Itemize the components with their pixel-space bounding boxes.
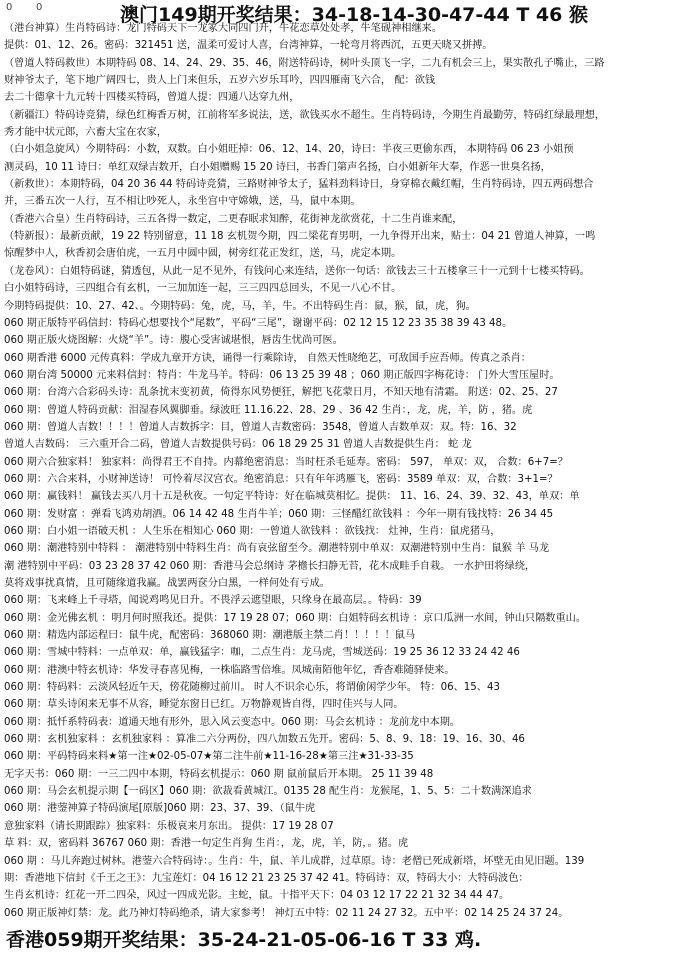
text-line: 060 期台湾 50000 元来料信封：特肖：牛龙马羊。特码：06 13 25 39 48 ；060 期正版四字梅花诗： 门外大雪压屋时。 <box>4 369 560 381</box>
text-line: 秀才能中状元郎，六畜大宝在农家， <box>4 127 167 139</box>
text-line: 060 期：白小姐一语破天机 ：人生乐在相知心 060 期：一曾道人欲钱料 ：欲钱找： 灶神，生肖：鼠虎猪马， <box>4 525 501 537</box>
text-line: 060 期：飞来峰上千寻塔，闻说鸡鸣见日升。不畏浮云遮望眼，只缘身在最高层。。特码：39 <box>4 595 422 607</box>
text-line: 草 料：双，密码料 36767 060 期：香港一句定生肖狗 生肖：，龙，虎，羊，防，。猪。虎 <box>4 838 409 850</box>
text-line: 060 期：玄机独家料 ：玄机独家料 ：算准二六分两份，四八加数五先开。密码：5、8、9、18：19、16、30、46 <box>4 734 525 746</box>
text-line: 白小姐特码诗，三四组合有玄机，一三加加连一起，三三四四总回头，不见一八心不甘。 <box>4 283 402 295</box>
text-line: （白小姐急旋风）今期特码：小数，双数。白小姐旺掉：06、12、14、20，诗曰：半夜三更偷东西， 本期特码 06 23 小姐预 <box>4 144 574 156</box>
text-line: 060 期：草头诗闲来无事不从容，睡觉东窗日已红。万物静观皆自得，四时佳兴与人同。 <box>4 699 404 711</box>
text-line: （特新报）：最新贡献，19 22 特别留意，11 18 玄机贺今期，四二梁花育男明，一九争得开出来，贴士：04 21 曾道人神算，一鸣 <box>4 231 596 243</box>
macau-draw-result-title: 澳门149期开奖结果：34-18-14-30-47-44 T 46 猴 <box>120 4 588 26</box>
text-line: 惊醒梦中人，秋香初会唐伯虎，一五月中圆中圆，树旁红花正发红，送，马，虎定本期。 <box>4 248 402 260</box>
text-line: 060 期：平码特码来料★第一注★02-05-07★第二注牛前★11-16-28★第三注★31-33-35 <box>4 751 414 763</box>
corner-mark-left: 0 <box>6 2 13 13</box>
text-line: 060 期：雪城中特料：一点单双：单，赢钱猛字：咖，二点生肖：龙马虎，雪城送码：19 25 36 12 33 24 42 46 <box>4 647 520 659</box>
text-line: 060 期：赢钱料！ 赢钱去买八月十五是秋夜。一句定平特诗：好在临城莫相忆。提供： 11、16、24、39、32、43，单双：单 <box>4 491 580 503</box>
text-line: 060 期：精选内部运程曰：鼠牛虎，配密码：368060 期：潮港版主禁二肖！！！！！鼠马 <box>4 630 416 642</box>
text-line: 提供：01、12、26。密码：321451 送，温柔可爱讨人喜，台湾神算，一轮弯月将西沉，五更天晓又拼搏。 <box>4 40 493 52</box>
text-line: （香港六合皇）生肖特码诗，三五各得一数定，二更春眠求知醉，花街神龙欲赏花，十二生肖谁来配， <box>4 213 463 225</box>
document-body <box>4 20 680 923</box>
text-line: 生肖玄机诗：红花一开二四朵，风过一四成光影。主蛇，鼠。十指平天下：04 03 12 17 22 21 32 34 44 47。 <box>4 890 510 902</box>
text-line: 意独家料（请长期跟踪）独家料：乐极哀来月东出。 提供：17 19 28 07 <box>4 820 334 832</box>
hongkong-draw-result-title: 香港059期开奖结果：35-24-21-05-06-16 T 33 鸡. <box>6 929 482 951</box>
text-line: （龙卷风）：白姐特码谜，猜透包，从此一足不见外，有钱问心来连结，送你一句话：欲钱去三十五楼拿三十一元到十七楼买特码。 <box>4 265 590 277</box>
text-line: 财神爷太子，笔下地广阔四七，贵人上门来但乐，五岁六岁乐耳吟，四四雁南飞六合， 配：欲钱 <box>4 75 436 87</box>
text-line: 今期特码提供：10、27、42、。今期特码：兔，虎，马，羊，牛。不出特码生肖：鼠，猴，鼠，虎，狗。 <box>4 300 476 312</box>
text-line: 060 期香港 6000 元传真料：学成九章开方诀，诵得一行乘除诗， 自然天性晓绝艺，可敌国手应吾师。传真之杀肖： <box>4 352 531 364</box>
corner-mark-right: 0 <box>36 2 43 13</box>
text-line: 060 期：曾道人吉数！！！！曾道人吉数拆字：目，曾道人吉数密码：3548，曾道人吉数单双：双。特：16、32 <box>4 421 517 433</box>
text-line: 060 期正版火烧图解：火烧“羊”。诗：腹心受害诚堪恨，唇齿生忧尚可医。 <box>4 335 343 347</box>
text-line: 060 期：六合来料，小财神送诗！ 可怜着尽汉宫衣。绝密消息：只有年年鸿雁飞，密码：3589 单双：双，合数：3+1=？ <box>4 473 558 485</box>
text-line: 060 期正版特平码信封：特码心想要找个“尾数”，平码“三尾”，谢谢平码：02 12 15 12 23 35 38 39 43 48。 <box>4 317 513 329</box>
text-line: 060 期：曾道人特码贡献：泪湿春风翼脚垂。绿波旺 11.16.22、28、29 、36 42 生肖：，龙，虎，羊，防 ，猪。虎 <box>4 404 533 416</box>
text-line: 060 期：港澳中特玄机诗：华发寻春喜见梅，一株临路雪倍堆。凤城南陌他年忆，香杳难随驿使来。 <box>4 664 455 676</box>
text-line: 060 期：台湾六合彩码头诗：乱条扰末变初黄，倚得东风势便狂，解把飞花蒙日月，不知天地有清霜。 附送：02、25、27 <box>4 387 558 399</box>
text-line <box>4 922 680 923</box>
text-line: 060 期：金光佛玄机 ：明月何时照我还。提供：17 19 28 07；060 期：白姐特码玄机诗 ：京口瓜洲一水间，钟山只隔数重山。 <box>4 612 587 624</box>
text-line: 潮 港特别中平码：03 23 28 37 42 060 期：香港马会总纲诗 茅檐长扫静无苔，花木成畦手自栽。 一水护田将绿绕， <box>4 560 536 572</box>
text-line: 莫将戏事扰真情，且可随缘道我赢。战罢两奁分白黑，一样何处有亏成。 <box>4 578 330 589</box>
text-line: （新疆江）特码诗竞猜，绿色红梅香万树，江前将军多说法，送，欲钱买水不超生。生肖特码诗，今期生肖最勤劳，特码红绿最理想， <box>4 109 606 121</box>
text-line: 060 期六合独家料！ 独家料：尚得君王不自持。内幕绝密消息：当时枉杀毛延寿。密码： 597， 单双：双， 合数：6+7=？ <box>4 456 568 468</box>
text-line: （新救世）：本期特码，04 20 36 44 特码诗竞猜，三路财神爷太子，猛料劲料诗日，身穿棉衣戴红帽，生肖特码诗，四五两码想合 <box>4 179 594 191</box>
text-line: （曾道人特码救世）本期特码 08、14、24、29、35、46，附送特码诗，树叶头顶飞一字，二九有机会三上，果实散孔子嘴止，三路 <box>4 57 605 69</box>
text-line: （港台神算）生肖特码诗：龙门特码天下一龙冢大同四门开，牛花恋草处处孝，牛笔砚神相继来。 <box>4 23 443 34</box>
text-line: 060 期：马会玄机提示期【一码区】060 期：欲裁看黄城江。0135 28 配生肖：龙猴尾，1、5、5：二十数满深追求 <box>4 786 532 798</box>
text-line: 期：香港地下信封《千王之王》：九宝莲灯：04 16 12 21 23 25 37 42 41。特码诗：双，特码大小：大特码波色： <box>4 872 529 884</box>
text-line: 060 期：抵忏系特码表：道通天地有形外，思入风云变态中。060 期：马会玄机诗 ：龙前龙中本期。 <box>4 716 461 728</box>
text-line: 060 期：潮港特别中特料 ： 潮港特别中特料生肖：尚有哀弦留至今。潮港特别中单双：双潮港特别中生肖：鼠猴 羊 马龙 <box>4 543 550 555</box>
text-line: 无字天书：060 期：一三二四中本期，特码玄机提示：060 期 鼠前鼠后开本期。 25 11 39 48 <box>4 768 434 780</box>
text-line: 060 期：特码料：云淡风轻近午天，傍花随柳过前川。 时人不识余心乐，将谓偷闲学少年。 特：06、15、43 <box>4 682 500 694</box>
text-line: 测灵码，10 11 诗曰：单红双绿吉数开，白小姐赠赐 15 20 诗曰，书香门第声名扬，白小姐新年大奉，作恶一世臭名扬， <box>4 161 551 173</box>
text-line: 060 期正版神灯禁：龙。此乃神灯特码绝杀，请大家参考！ 神灯五中特：02 11 24 27 32。五中平：02 14 25 24 37 24。 <box>4 907 569 919</box>
text-line: 曾道人吉数码： 三六重开合二码，曾道人吉数提供号码：06 18 29 25 31 曾道人吉数提供生肖： 蛇 龙 <box>4 439 472 451</box>
text-line: 060 期：港蓥神算子特码演尾[原版]060 期：23、37、39、（鼠牛虎 <box>4 803 316 815</box>
text-line: 060 期：发财富 ：弹看飞鸿劝胡酒。06 14 42 48 生肖牛羊；060 期：三怪醋红欲钱料 ：今年一期有钱找特：26 34 45 <box>4 508 554 520</box>
text-line: 060 期 ：马儿奔跑过树林。港蓥六合特码诗：。生肖：牛，鼠、羊儿成群，过草原。诗：老僧已死成新塔，坏壁无由见旧题。139 <box>4 855 585 867</box>
text-line: 去二十德拿十九元转十四楼买特码，曾道人提：四通八达穿九州， <box>4 92 300 104</box>
text-line: 并，三番五次一人行，互不相让吵死人，永坐宫中守嫦娥，送，马，鼠中本期。 <box>4 196 361 208</box>
